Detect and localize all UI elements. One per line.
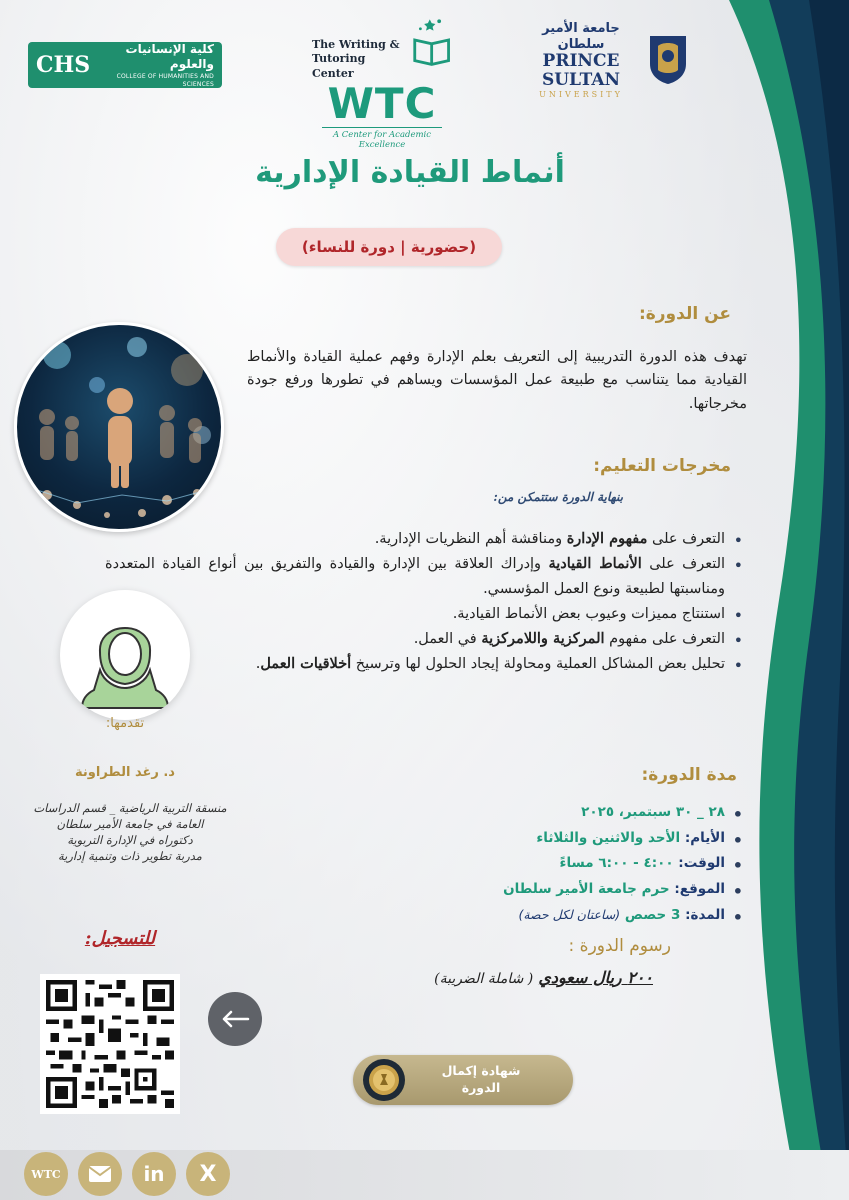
linkedin-icon[interactable]: in	[132, 1152, 176, 1196]
list-item: • الوقت: ٤:٠٠ - ٦:٠٠ مساءً	[365, 851, 745, 877]
psu-english-name: PRINCE SULTAN	[541, 51, 621, 91]
fees-heading: رسوم الدورة :	[568, 936, 671, 956]
figures-photo	[14, 322, 224, 532]
book-icon	[411, 14, 452, 66]
chs-english-name: COLLEGE OF HUMANITIES AND SCIENCES	[116, 72, 214, 88]
list-item: • تحليل بعض المشاكل العملية ومحاولة إيجاد الحلول لها وترسيخ أخلاقيات العمل.	[105, 652, 745, 677]
certificate-badge	[353, 1055, 573, 1105]
list-item: • التعرف على مفهوم الإدارة ومناقشة أهم النظريات الإدارية.	[105, 527, 745, 552]
x-icon[interactable]: X	[186, 1152, 230, 1196]
footer-bar	[0, 1150, 849, 1200]
list-item: • الأيام: الأحد والاثنين والثلاثاء	[365, 826, 745, 852]
mail-icon[interactable]	[78, 1152, 122, 1196]
format-badge: (حضورية | دورة للنساء)	[276, 228, 502, 266]
course-location: حرم جامعة الأمير سلطان	[503, 880, 670, 897]
wtc-logo	[312, 14, 452, 150]
course-time: ٤:٠٠ - ٦:٠٠ مساءً	[559, 855, 674, 872]
psu-arabic-name: جامعة الأمير سلطان	[542, 21, 620, 52]
outcomes-heading: مخرجات التعليم:	[593, 456, 731, 476]
fees-note: ( شاملة الضريبة)	[434, 971, 534, 987]
chs-mark: CHS	[36, 52, 91, 78]
course-title: أنماط القيادة الإدارية	[255, 155, 565, 190]
about-text: تهدف هذه الدورة التدريبية إلى التعريف بعلم الإدارة وفهم عملية القيادة والأنماط القيادية مما يتناسب مع طبيعة عمل المؤسسات ويساهم في تطورها ورفع جودة مخرجاتها.	[247, 349, 747, 412]
fees-value	[434, 968, 653, 987]
woman-hijab-icon	[60, 590, 190, 720]
course-length-note: (ساعتان لكل حصة)	[518, 906, 621, 922]
list-item: • الموقع: حرم جامعة الأمير سلطان	[365, 877, 745, 903]
registration-qr-code[interactable]	[40, 974, 180, 1114]
list-item: • التعرف على مفهوم المركزية واللامركزية في العمل.	[105, 627, 745, 652]
list-item	[365, 800, 745, 826]
duration-heading: مدة الدورة:	[641, 765, 737, 785]
certificate-line2: الدورة	[461, 1080, 501, 1095]
presenter-avatar	[60, 590, 190, 720]
course-dates: ٢٨ _ ٣٠ سبتمبر، ٢٠٢٥	[581, 804, 725, 820]
chs-logo	[28, 42, 222, 88]
medal-icon	[361, 1057, 407, 1103]
presenter-label: تقدمها:	[105, 716, 145, 731]
wtc-line2: Tutoring Center	[312, 52, 366, 80]
wtc-line1: The Writing &	[312, 38, 400, 51]
wtc-tagline: A Center for Academic Excellence	[322, 127, 442, 150]
psu-crest-icon	[648, 34, 688, 86]
about-heading: عن الدورة:	[638, 304, 731, 324]
outcomes-intro: بنهاية الدورة ستتمكن من:	[493, 490, 623, 504]
register-label: للتسجيل:	[84, 928, 156, 949]
list-item: • استنتاج مميزات وعيوب بعض الأنماط القيادية.	[105, 602, 745, 627]
wtc-name: WTC	[327, 78, 437, 128]
chs-arabic-name: كلية الإنسانيات والعلوم	[125, 41, 214, 72]
list-item: • المدة: 3 حصص (ساعتان لكل حصة)	[365, 903, 745, 929]
arrow-left-button[interactable]	[208, 992, 262, 1046]
arrow-left-icon	[220, 1009, 250, 1029]
outcomes-list	[105, 527, 745, 677]
psu-logo	[518, 21, 688, 99]
presenter-bio: منسقة التربية الرياضية _ قسم الدراسات العامة في جامعة الأمير سلطان دكتوراه في الإدارة التربوية مدربة تطوير ذات وتنمية إدارية	[33, 801, 227, 864]
course-days: الأحد والاثنين والثلاثاء	[536, 829, 681, 846]
certificate-line1: شهادة إكمال	[441, 1063, 521, 1079]
duration-list	[365, 800, 745, 928]
course-length: 3 حصص	[624, 906, 681, 923]
wtc-logo-icon[interactable]: WTC	[24, 1152, 68, 1196]
list-item: • التعرف على الأنماط القيادية وإدراك العلاقة بين الإدارة والقيادة والتفريق بين أنواع القيادة المتعددة ومناسبتها لطبيعة ونوع العمل المؤسسي.	[105, 552, 745, 602]
fees-amount: ٢٠٠ ريال سعودي	[538, 968, 653, 987]
presenter-name: د. رغد الطراونة	[75, 765, 175, 780]
psu-university-word: UNIVERSITY	[539, 89, 623, 99]
